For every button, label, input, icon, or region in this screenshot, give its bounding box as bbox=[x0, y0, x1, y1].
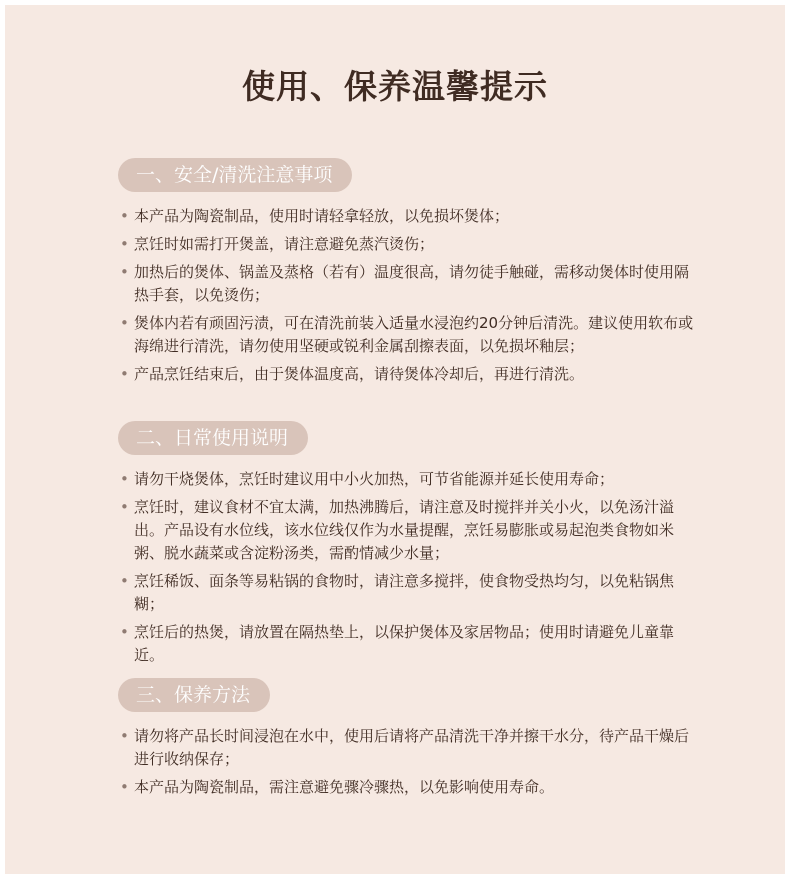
bullet-icon: • bbox=[120, 498, 129, 516]
bullet-icon: • bbox=[120, 572, 129, 590]
bullet-icon: • bbox=[120, 263, 129, 281]
bullet-icon: • bbox=[120, 207, 129, 225]
list-item bbox=[120, 363, 695, 386]
section-list-maintenance bbox=[120, 725, 695, 804]
section-heading-safety-cleaning: 一、安全/清洗注意事项 bbox=[118, 158, 352, 192]
bullet-icon: • bbox=[120, 470, 129, 488]
list-item bbox=[120, 312, 695, 358]
bullet-icon: • bbox=[120, 727, 129, 745]
section-heading-daily-use: 二、日常使用说明 bbox=[118, 421, 308, 455]
list-item bbox=[120, 725, 695, 771]
bullet-icon: • bbox=[120, 314, 129, 332]
list-item-text: 请勿干烧煲体，烹饪时建议用中小火加热，可节省能源并延长使用寿命； bbox=[134, 470, 615, 488]
list-item-text: 本产品为陶瓷制品，需注意避免骤冷骤热，以免影响使用寿命。 bbox=[134, 778, 555, 796]
list-item-text: 本产品为陶瓷制品，使用时请轻拿轻放，以免损坏煲体； bbox=[134, 207, 510, 225]
list-item-text: 请勿将产品长时间浸泡在水中，使用后请将产品清洗干净并擦干水分，待产品干燥后进行收纳保存； bbox=[134, 727, 690, 768]
list-item-text: 烹饪时如需打开煲盖，请注意避免蒸汽烫伤； bbox=[134, 235, 435, 253]
page-title: 使用、保养温馨提示 bbox=[242, 67, 548, 106]
list-item bbox=[120, 468, 695, 491]
list-item bbox=[120, 776, 695, 799]
list-item-text: 加热后的煲体、锅盖及蒸格（若有）温度很高，请勿徒手触碰，需移动煲体时使用隔热手套，以免烫伤； bbox=[134, 263, 690, 304]
list-item-text: 烹饪后的热煲，请放置在隔热垫上，以保护煲体及家居物品；使用时请避免儿童靠近。 bbox=[134, 623, 675, 664]
list-item bbox=[120, 570, 695, 616]
bullet-icon: • bbox=[120, 778, 129, 796]
list-item bbox=[120, 205, 695, 228]
list-item-text: 产品烹饪结束后，由于煲体温度高，请待煲体冷却后，再进行清洗。 bbox=[134, 365, 585, 383]
tips-page bbox=[5, 5, 785, 874]
bullet-icon: • bbox=[120, 235, 129, 253]
bullet-icon: • bbox=[120, 623, 129, 641]
list-item bbox=[120, 496, 695, 565]
section-list-daily-use bbox=[120, 468, 695, 672]
list-item-text: 煲体内若有顽固污渍，可在清洗前装入适量水浸泡约20分钟后清洗。建议使用软布或海绵进行清洗，请勿使用坚硬或锐利金属刮擦表面，以免损坏釉层； bbox=[134, 314, 694, 355]
list-item bbox=[120, 621, 695, 667]
section-heading-maintenance: 三、保养方法 bbox=[118, 678, 270, 712]
list-item bbox=[120, 261, 695, 307]
list-item bbox=[120, 233, 695, 256]
list-item-text: 烹饪稀饭、面条等易粘锅的食物时，请注意多搅拌，使食物受热均匀，以免粘锅焦糊； bbox=[134, 572, 675, 613]
bullet-icon: • bbox=[120, 365, 129, 383]
section-list-safety-cleaning bbox=[120, 205, 695, 391]
list-item-text: 烹饪时，建议食材不宜太满，加热沸腾后，请注意及时搅拌并关小火，以免汤汁溢出。产品设有水位线，该水位线仅作为水量提醒，烹饪易膨胀或易起泡类食物如米粥、脱水蔬菜或含淀粉汤类，需酌情减少水量； bbox=[134, 498, 675, 562]
